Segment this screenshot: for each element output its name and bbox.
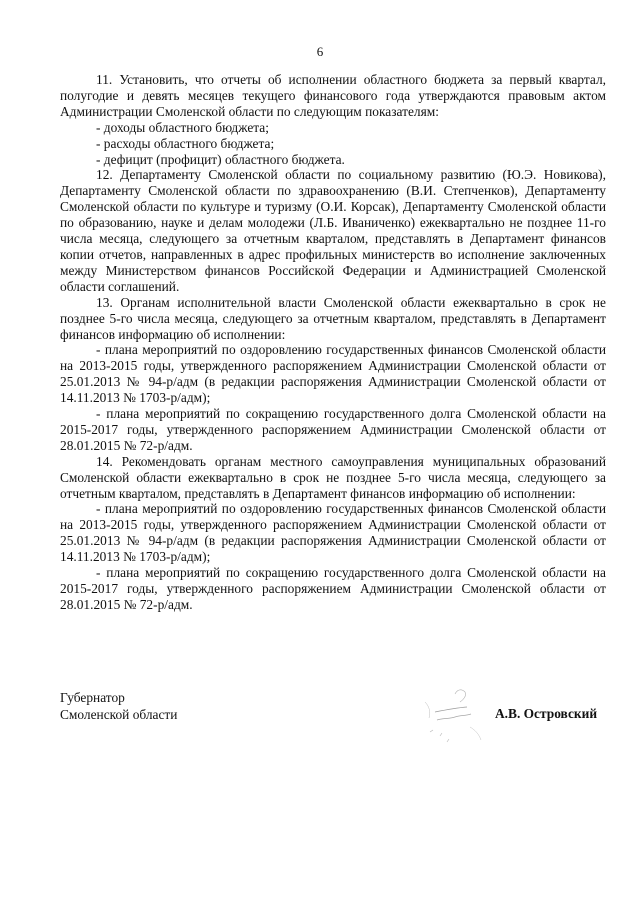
page-number: 6 bbox=[316, 44, 324, 59]
signatory-title-line-2: Смоленской области bbox=[60, 706, 178, 722]
signatory-name: А.В. Островский bbox=[495, 706, 598, 721]
list-item-revenues: - доходы областного бюджета; bbox=[96, 119, 269, 135]
signatory-title bbox=[60, 690, 177, 723]
paragraph-13-item-1: - плана мероприятий по оздоровлению государственных финансов Смоленской области на 2013-2015 годы, утвержденного распоряжением Администрации Смоленской области от 25.01.2013 № 94-р/адм (в редакции распоряжения Администрации Смоленской области от 14.11.2013 № 1703-р/адм); bbox=[60, 342, 606, 406]
list-item-deficit: - дефицит (профицит) областного бюджета. bbox=[96, 151, 345, 167]
list-item-expenses: - расходы областного бюджета; bbox=[96, 135, 275, 151]
paragraph-13-item-2: - плана мероприятий по сокращению государственного долга Смоленской области на 2015-2017 годы, утвержденного распоряжением Администрации Смоленской области от 28.01.2015 № 72-р/адм. bbox=[60, 406, 606, 453]
paragraph-12: 12. Департаменту Смоленской области по социальному развитию (Ю.Э. Новикова), Департаменту Смоленской области по здравоохранению (В.И. Степченков), Департаменту Смоленской области по культуре и туризму (О.И. Корсак), Департаменту Смоленской области по образованию, науке и делам молодежи (Л.Б. Иваниченко) ежеквартально не позднее 11-го числа месяца, следующего за отчетным кварталом, представлять в Департамент финансов копии отчетов, направленных в адрес профильных министерств во исполнение заключенных между Министерством финансов Российской Федерации и Администрацией Смоленской области соглашений. bbox=[60, 167, 606, 294]
handwritten-signature bbox=[415, 672, 500, 762]
paragraph-11: 11. Установить, что отчеты об исполнении областного бюджета за первый квартал, полугодие и девять месяцев текущего финансового года утверждаются правовым актом Администрации Смоленской области по следующим показателям: bbox=[60, 72, 606, 119]
signatory-title-line-1: Губернатор bbox=[60, 690, 125, 705]
paragraph-13: 13. Органам исполнительной власти Смоленской области ежеквартально в срок не позднее 5-го числа месяца, следующего за отчетным кварталом, представлять в Департамент финансов информацию об исполнении: bbox=[60, 294, 606, 342]
paragraph-14: 14. Рекомендовать органам местного самоуправления муниципальных образований Смоленской области ежеквартально в срок не позднее 5-го числа месяца, следующего за отчетным кварталом, представлять в Департамент финансов информацию об исполнении: bbox=[60, 453, 606, 501]
document-body bbox=[60, 72, 606, 613]
paragraph-14-item-2: - плана мероприятий по сокращению государственного долга Смоленской области на 2015-2017 годы, утвержденного распоряжением Администрации Смоленской области от 28.01.2015 № 72-р/адм. bbox=[60, 565, 606, 612]
paragraph-14-item-1: - плана мероприятий по оздоровлению государственных финансов Смоленской области на 2013-2015 годы, утвержденного распоряжением Администрации Смоленской области от 25.01.2013 № 94-р/адм (в редакции распоряжения Администрации Смоленской области от 14.11.2013 № 1703-р/адм); bbox=[60, 501, 606, 565]
